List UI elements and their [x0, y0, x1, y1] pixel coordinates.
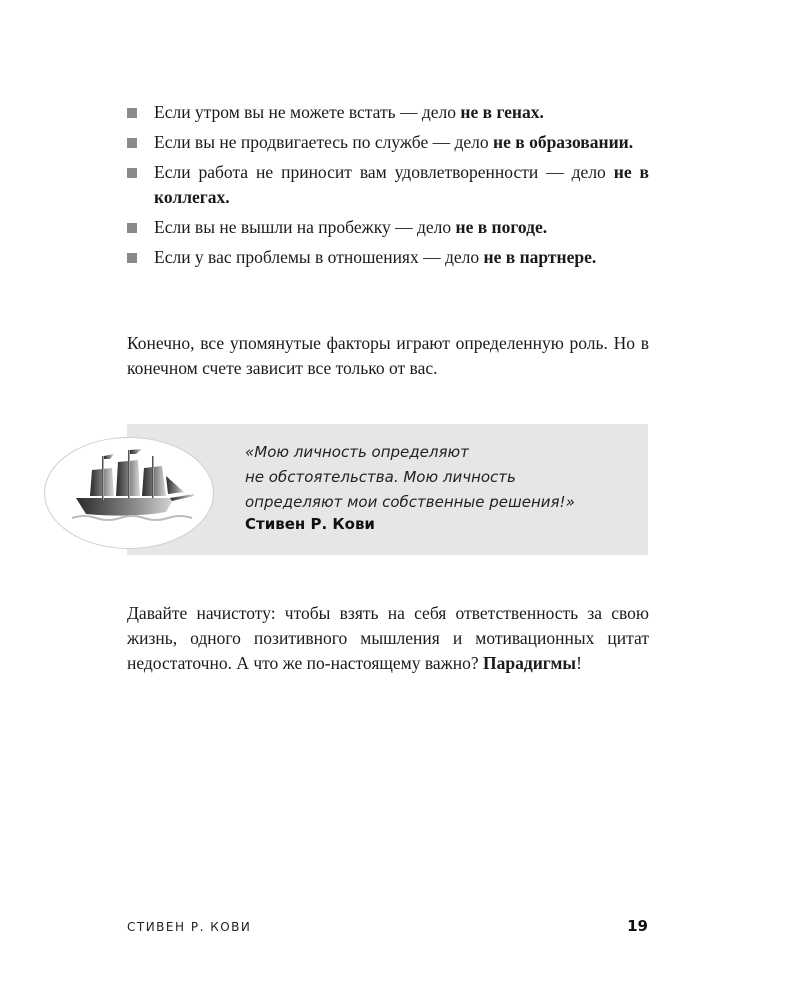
bullet-text: Если работа не приносит вам удовлетворенности — дело: [154, 162, 614, 182]
list-item: [127, 160, 649, 210]
bullet-bold-text: не в погоде.: [455, 217, 548, 237]
list-item: [127, 215, 649, 240]
quote-text: [245, 440, 645, 515]
bullet-list: [127, 100, 649, 275]
quote-line: не обстоятельства. Мою личность: [245, 468, 516, 486]
bullet-bold-text: не в генах.: [460, 102, 544, 122]
list-item: [127, 100, 649, 125]
bullet-square-icon: [127, 168, 137, 178]
bullet-text: Если вы не вышли на пробежку — дело: [154, 217, 456, 237]
bullet-bold-text: не в партнере.: [483, 247, 597, 267]
bullet-bold-text: не в образовании.: [493, 132, 634, 152]
paragraph-1: Конечно, все упомянутые факторы играют определенную роль. Но в конечном счете зависит все только от вас.: [127, 333, 649, 378]
quote-line: «Мою личность определяют: [245, 443, 469, 461]
paragraph-2-end: !: [576, 653, 582, 673]
bullet-square-icon: [127, 138, 137, 148]
paragraph-2: [127, 601, 649, 676]
bullet-text: Если вы не продвигаетесь по службе — дело: [154, 132, 494, 152]
running-footer-author: СТИВЕН Р. КОВИ: [127, 920, 252, 934]
bullet-text: Если у вас проблемы в отношениях — дело: [154, 247, 484, 267]
quote-line: определяют мои собственные решения!»: [245, 493, 575, 511]
paragraph-2-text: Давайте начистоту: чтобы взять на себя ответственность за свою жизнь, одного позитивного мышления и мотивационных цитат недостаточно. А что же по-настоящему важно?: [127, 603, 649, 673]
list-item: [127, 130, 649, 155]
bullet-text: Если утром вы не можете встать — дело: [154, 102, 461, 122]
ship-icon: [72, 448, 196, 526]
list-item: [127, 245, 649, 270]
paragraph-2-bold: Парадигмы: [483, 653, 577, 673]
bullet-bold-text: не в коллегах.: [154, 162, 649, 207]
page-number: 19: [627, 917, 648, 935]
quote-author: Стивен Р. Кови: [245, 515, 375, 533]
bullet-square-icon: [127, 253, 137, 263]
bullet-square-icon: [127, 223, 137, 233]
bullet-square-icon: [127, 108, 137, 118]
